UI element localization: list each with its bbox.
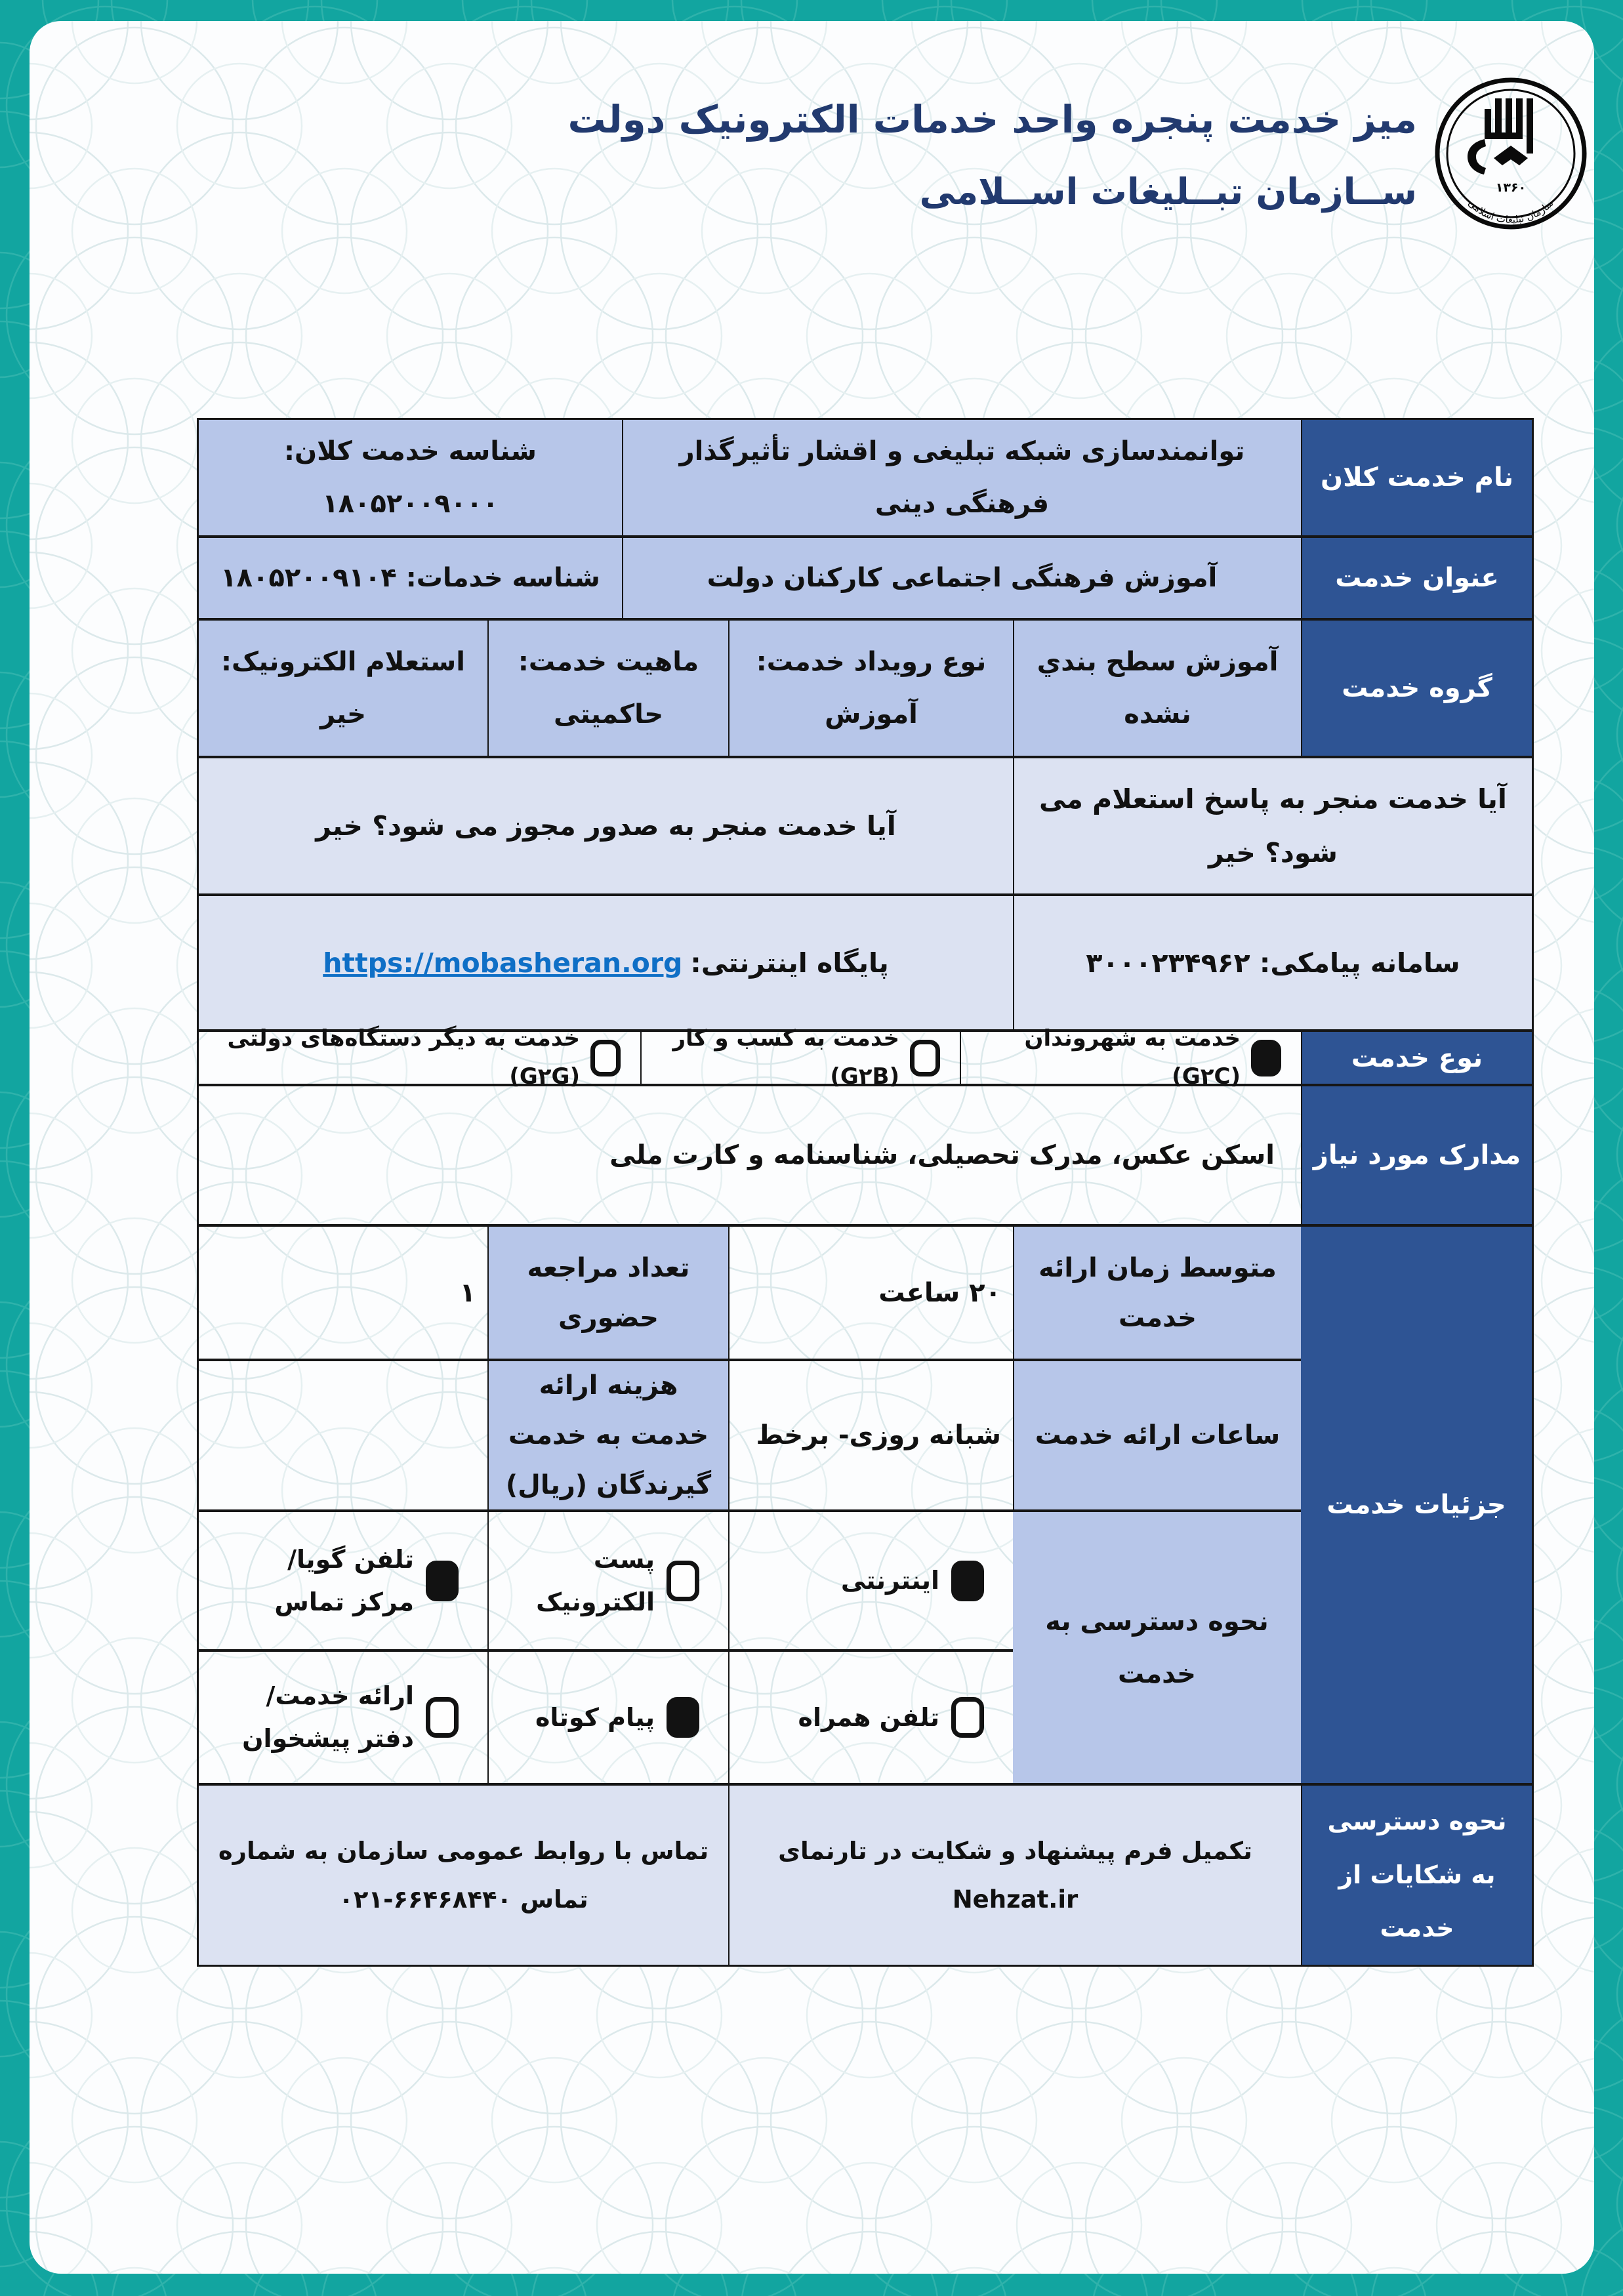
electronic-inquiry-value: خیر xyxy=(319,699,367,729)
internet-label: اینترنتی xyxy=(840,1566,939,1595)
access-counter-office xyxy=(199,1652,487,1783)
sms-label: پیام کوتاه xyxy=(535,1702,655,1732)
avg-time-value: ۲۰ ساعت xyxy=(728,1227,1013,1359)
macro-service-id: شناسه خدمت کلان: ۱۸۰۵۲۰۰۹۰۰۰ xyxy=(199,420,622,535)
row-service-group xyxy=(199,621,1532,758)
g2c-checkbox[interactable] xyxy=(1251,1040,1281,1076)
service-group-value: آموزش سطح بندي نشده xyxy=(1037,647,1279,729)
macro-service-name-label: نام خدمت کلان xyxy=(1301,420,1532,535)
g2c-label: خدمت به شهروندان xyxy=(1024,1025,1241,1052)
service-id: شناسه خدمات: ۱۸۰۵۲۰۰۹۱۰۴ xyxy=(199,538,622,618)
logo-calligraphy-icon xyxy=(1468,98,1533,174)
counter-office-checkbox[interactable] xyxy=(426,1697,459,1738)
complaints-web: تکمیل فرم پیشنهاد و شکایت در تارنمای Nehzat.ir xyxy=(728,1786,1301,1965)
required-documents-value: اسکن عکس، مدرک تحصیلی، شناسنامه و کارت ملی xyxy=(609,1140,1275,1170)
electronic-inquiry-cell xyxy=(199,621,487,756)
sms-system: سامانه پیامکی: ۳۰۰۰۲۳۴۹۶۲ xyxy=(1013,896,1532,1029)
service-details-body xyxy=(199,1227,1301,1783)
row-sms-website xyxy=(199,896,1532,1032)
logo-caption: سازمان تبلیغات اسلامی xyxy=(1466,197,1556,226)
visit-count-label: تعداد مراجعه حضوری xyxy=(487,1227,728,1359)
org-name-title: ســازمان تبــلیغات اســلامی xyxy=(919,171,1417,213)
event-type-label: نوع رویداد خدمت: xyxy=(756,647,987,677)
g2b-label: خدمت به کسب و کار xyxy=(672,1025,899,1052)
service-cost-label: هزینه ارائه خدمت به خدمت گیرندگان (ریال) xyxy=(487,1361,728,1509)
org-logo xyxy=(1432,73,1590,234)
g2c-code: (G۲C) xyxy=(1172,1063,1241,1090)
avg-time-label: متوسط زمان ارائه خدمت xyxy=(1013,1227,1301,1359)
electronic-inquiry-label: استعلام الکترونیک: xyxy=(221,647,465,677)
service-group-label: گروه خدمت xyxy=(1301,621,1532,756)
event-type-cell xyxy=(728,621,1013,756)
service-nature-label: ماهیت خدمت: xyxy=(518,647,699,677)
row-complaints xyxy=(199,1786,1532,1965)
email-label: پست الکترونیک xyxy=(536,1544,655,1616)
mobile-label: تلفن همراه xyxy=(798,1702,939,1732)
service-details-label: جزئیات خدمت xyxy=(1301,1227,1532,1783)
row-avg-time xyxy=(199,1227,1301,1361)
website-link[interactable]: https://mobasheran.org xyxy=(323,947,683,979)
access-row-1 xyxy=(199,1512,1013,1652)
row-service-type xyxy=(199,1025,1532,1090)
website-label: پایگاه اینترنتی: xyxy=(690,947,889,979)
event-type-value: آموزش xyxy=(825,699,918,729)
access-phone-center xyxy=(199,1512,487,1649)
phone-center-label: تلفن گویا/ مرکز تماس xyxy=(274,1544,414,1616)
row-required-documents xyxy=(199,1086,1532,1227)
service-hours-value: شبانه روزی- برخط xyxy=(728,1361,1013,1509)
service-nature-cell xyxy=(487,621,728,756)
g2b-code: (G۲B) xyxy=(830,1063,899,1090)
service-hours-label: ساعات ارائه خدمت xyxy=(1013,1361,1301,1509)
counter-office-label: ارائه خدمت/ دفتر پیشخوان xyxy=(242,1681,414,1753)
inquiry-question: آیا خدمت منجر به پاسخ استعلام می شود؟ خیر xyxy=(1013,758,1532,893)
visit-count-value: ۱ xyxy=(459,1277,476,1308)
internet-checkbox[interactable] xyxy=(951,1561,984,1601)
g2g-label: خدمت به دیگر دستگاه‌های دولتی xyxy=(227,1025,580,1052)
mobile-checkbox[interactable] xyxy=(951,1697,984,1738)
access-internet xyxy=(728,1512,1013,1649)
row-service-hours xyxy=(199,1361,1301,1512)
access-email xyxy=(487,1512,728,1649)
access-methods-label: نحوه دسترسی به خدمت xyxy=(1013,1512,1301,1783)
logo-year: ۱۳۶۰ xyxy=(1495,180,1527,195)
service-type-label: نوع خدمت xyxy=(1301,1032,1532,1084)
row-access-methods xyxy=(199,1512,1301,1783)
row-service-title xyxy=(199,538,1532,621)
service-group-cell xyxy=(1013,621,1301,756)
service-type-g2b xyxy=(640,1025,960,1090)
service-title-label: عنوان خدمت xyxy=(1301,538,1532,618)
complaints-label: نحوه دسترسی به شکایات از خدمت xyxy=(1301,1786,1532,1965)
g2g-code: (G۲G) xyxy=(509,1063,580,1090)
g2g-checkbox[interactable] xyxy=(590,1040,621,1076)
complaints-phone: تماس با روابط عمومی سازمان به شماره تماس ۶۶۴۶۸۴۴۰-۰۲۱ xyxy=(199,1786,728,1965)
macro-service-name-value: توانمندسازی شبکه تبلیغی و اقشار تأثیرگذار فرهنگی دینی xyxy=(622,420,1301,535)
service-title-value: آموزش فرهنگی اجتماعی کارکنان دولت xyxy=(622,538,1301,618)
page-title: میز خدمت پنجره واحد خدمات الکترونیک دولت xyxy=(567,97,1417,142)
license-question: آیا خدمت منجر به صدور مجوز می شود؟ خیر xyxy=(199,758,1013,893)
access-mobile xyxy=(728,1652,1013,1783)
phone-center-checkbox[interactable] xyxy=(426,1561,459,1601)
email-checkbox[interactable] xyxy=(667,1561,699,1601)
service-type-g2g xyxy=(199,1025,640,1090)
sms-checkbox[interactable] xyxy=(667,1697,699,1738)
row-inquiry-license xyxy=(199,758,1532,896)
service-nature-value: حاکمیتی xyxy=(553,699,664,729)
section-service-details xyxy=(199,1227,1532,1786)
service-type-g2c xyxy=(960,1025,1301,1090)
header-title-block xyxy=(567,97,1417,213)
access-sms xyxy=(487,1652,728,1783)
g2b-checkbox[interactable] xyxy=(910,1040,940,1076)
access-methods-grid xyxy=(199,1512,1013,1783)
required-documents-label: مدارک مورد نیاز xyxy=(1301,1086,1532,1224)
website-cell xyxy=(199,896,1013,1029)
service-cost-value xyxy=(199,1361,487,1509)
row-macro-service-name xyxy=(199,420,1532,538)
access-row-2 xyxy=(199,1652,1013,1783)
service-info-table xyxy=(197,418,1534,1967)
